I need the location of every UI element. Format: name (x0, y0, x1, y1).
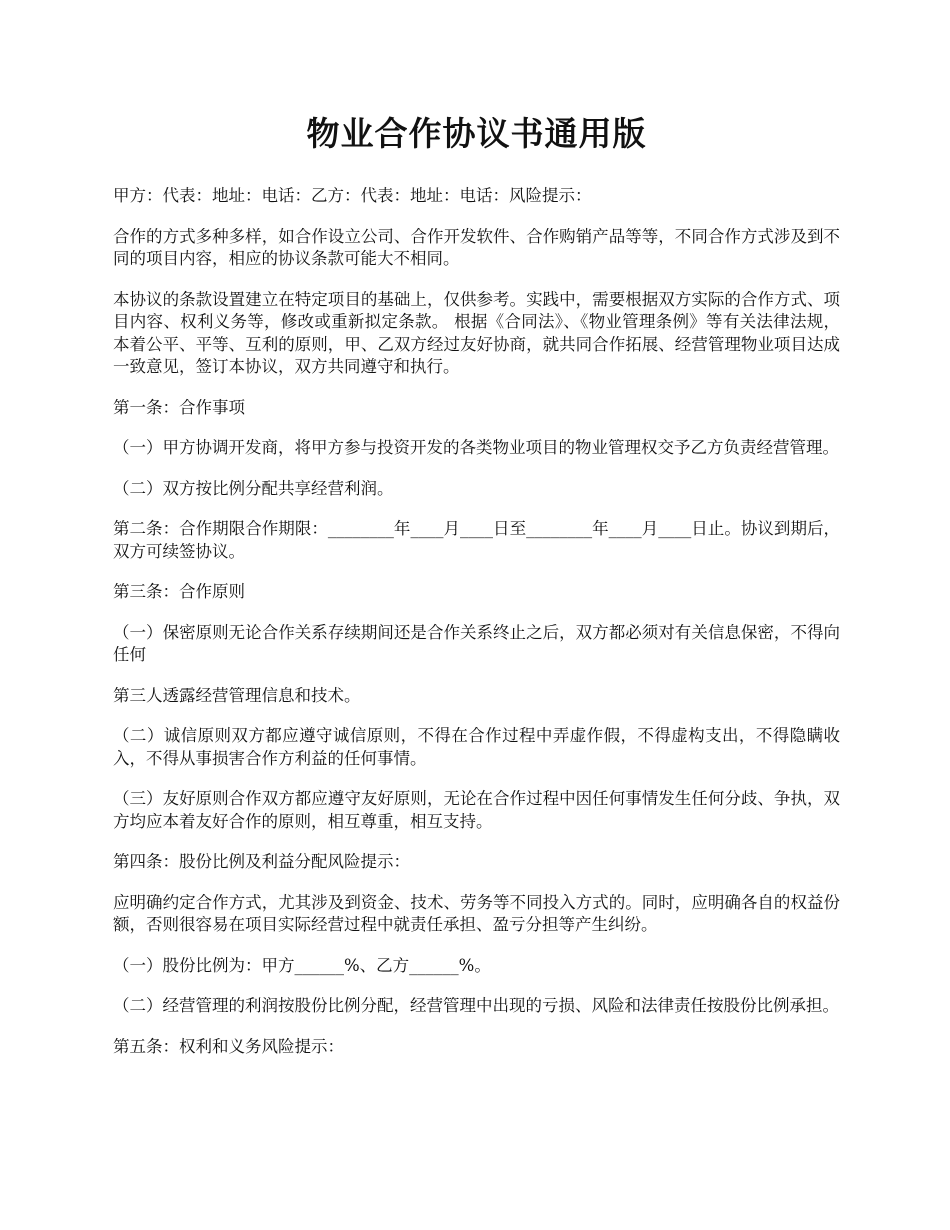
article-3-heading: 第三条：合作原则 (113, 582, 245, 601)
document-title: 物业合作协议书通用版 (306, 114, 647, 153)
article-3-clause-1-cont: 第三人透露经营管理信息和技术。 (113, 685, 361, 705)
article-1-clause-1: （一）甲方协调开发商，将甲方参与投资开发的各类物业项目的物业管理权交予乙方负责经营管理。 (113, 438, 839, 457)
article-2-term: 第二条：合作期限合作期限：________年____月____日至________年____月____日止。协议到期后，双方可续签协议。 (113, 519, 840, 561)
article-3-clause-3: （三）友好原则合作双方都应遵守友好原则，无论在合作过程中因任何事情发生任何分歧、争执，双方均应本着友好合作的原则，相互尊重，相互支持。 (113, 789, 840, 831)
preamble-paragraph: 本协议的条款设置建立在特定项目的基础上，仅供参考。实践中，需要根据双方实际的合作方式、项目内容、权利义务等，修改或重新拟定条款。 根据《合同法》、《物业管理条例》等有关法律法规，本着公平、平等、互利的原则，甲、乙双方经过友好协商，就共同合作拓展、经营管理物业项目达成一致意见，签订本协议，双方共同遵守和执行。 (113, 289, 840, 376)
article-1-clause-2: （二）双方按比例分配共享经营利润。 (113, 478, 394, 498)
article-3-clause-2: （二）诚信原则双方都应遵守诚信原则，不得在合作过程中弄虚作假，不得虚构支出，不得隐瞒收入，不得从事损害合作方利益的任何事情。 (113, 726, 840, 768)
article-4-clause-1: （一）股份比例为：甲方______%、乙方______%。 (113, 955, 491, 975)
article-1-heading: 第一条：合作事项 (113, 397, 245, 417)
article-3-clause-1: （一）保密原则无论合作关系存续期间还是合作关系终止之后，双方都必须对有关信息保密，不得向任何 (113, 622, 840, 664)
article-4-clause-2: （二）经营管理的利润按股份比例分配，经营管理中出现的亏损、风险和法律责任按股份比例承担。 (113, 996, 839, 1015)
parties-line: 甲方：代表：地址：电话：乙方：代表：地址：电话：风险提示： (113, 186, 592, 205)
article-4-heading: 第四条：股份比例及利益分配风险提示： (113, 852, 410, 871)
risk-note-paragraph: 合作的方式多种多样，如合作设立公司、合作开发软件、合作购销产品等等，不同合作方式涉及到不同的项目内容，相应的协议条款可能大不相同。 (113, 226, 840, 268)
article-4-risk-note: 应明确约定合作方式，尤其涉及到资金、技术、劳务等不同投入方式的。同时，应明确各自的权益份额，否则很容易在项目实际经营过程中就责任承担、盈亏分担等产生纠纷。 (113, 892, 840, 934)
article-5-heading: 第五条：权利和义务风险提示： (113, 1036, 344, 1056)
